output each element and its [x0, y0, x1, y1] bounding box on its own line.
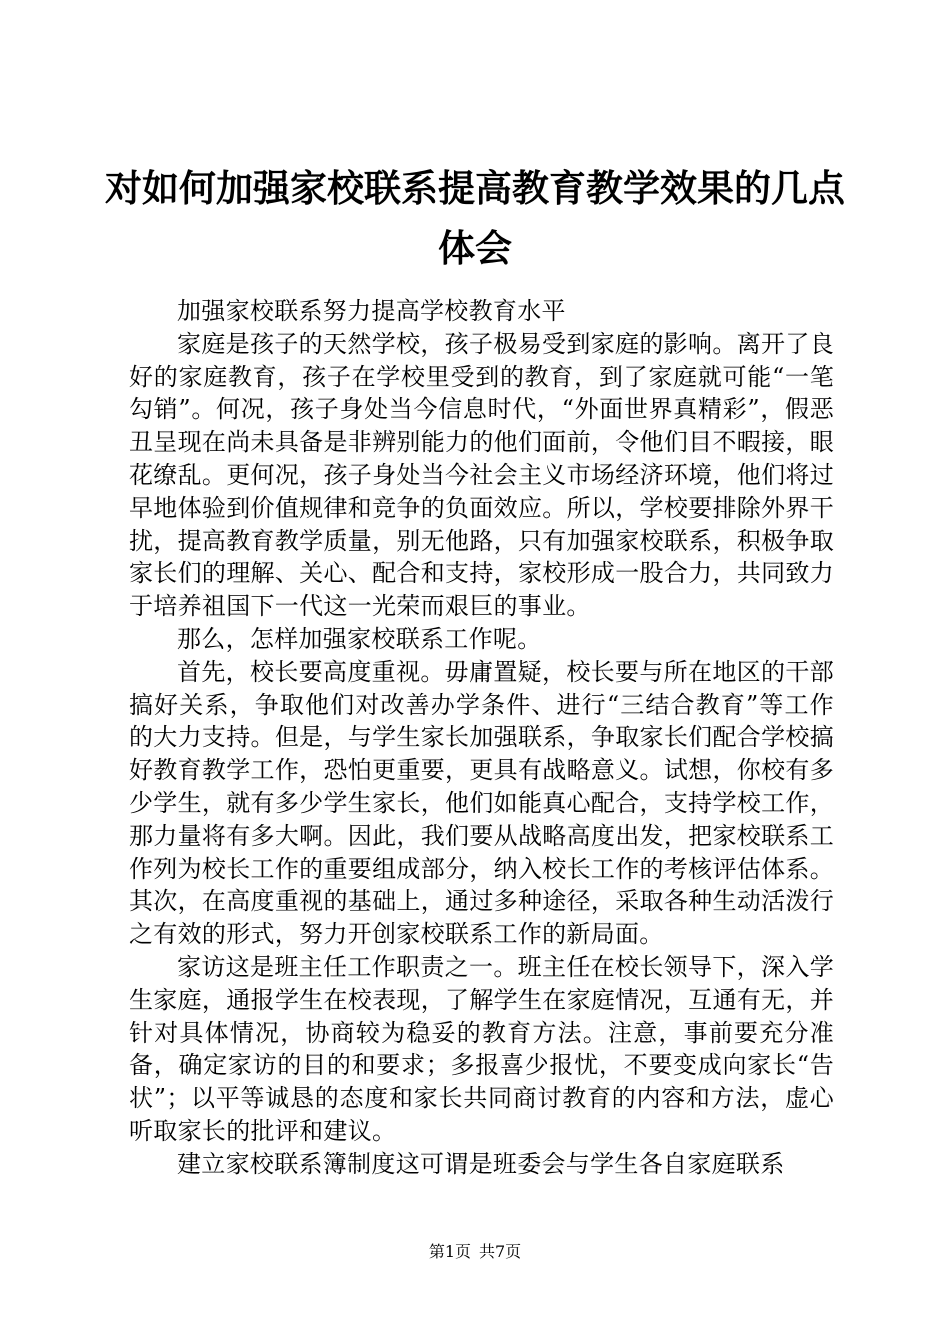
body-paragraph: 家庭是孩子的天然学校，孩子极易受到家庭的影响。离开了良好的家庭教育，孩子在学校里受到的教育，到了家庭就可能“一笔勾销”。何况，孩子身处当今信息时代，“外面世界真精彩”，假恶丑呈现在尚未具备是非辨别能力的他们面前，令他们目不暇接，眼花缭乱。更何况，孩子身处当今社会主义市场经济环境，他们将过早地体验到价值规律和竞争的负面效应。所以，学校要排除外界干扰，提高教育教学质量，别无他路，只有加强家校联系，积极争取家长们的理解、关心、配合和支持，家校形成一股合力，共同致力于培养祖国下一代这一光荣而艰巨的事业。	[129, 329, 834, 621]
body-paragraph: 家访这是班主任工作职责之一。班主任在校长领导下，深入学生家庭，通报学生在校表现，了解学生在家庭情况，互通有无，并针对具体情况，协商较为稳妥的教育方法。注意，事前要充分准备，确定家访的目的和要求；多报喜少报忧，不要变成向家长“告状”；以平等诚恳的态度和家长共同商讨教育的内容和方法，虚心听取家长的批评和建议。	[129, 952, 834, 1145]
body-paragraph: 建立家校联系簿制度这可谓是班委会与学生各自家庭联系	[177, 1149, 785, 1178]
page-footer	[0, 1241, 950, 1263]
document-body	[129, 295, 834, 1181]
page-number: 第1页	[428, 1242, 471, 1261]
document-title: 对如何加强家校联系提高教育教学效果的几点体会	[105, 166, 845, 270]
body-paragraph: 那么，怎样加强家校联系工作呢。	[177, 624, 542, 653]
subtitle-paragraph: 加强家校联系努力提高学校教育水平	[177, 297, 566, 325]
page-total: 共7页	[479, 1242, 522, 1261]
body-paragraph: 首先，校长要高度重视。毋庸置疑，校长要与所在地区的干部搞好关系，争取他们对改善办学条件、进行“三结合教育”等工作的大力支持。但是，与学生家长加强联系，争取家长们配合学校搞好教育教学工作，恐怕更重要，更具有战略意义。试想，你校有多少学生，就有多少学生家长，他们如能真心配合，支持学校工作，那力量将有多大啊。因此，我们要从战略高度出发，把家校联系工作列为校长工作的重要组成部分，纳入校长工作的考核评估体系。其次，在高度重视的基础上，通过多种途径，采取各种生动活泼行之有效的形式，努力开创家校联系工作的新局面。	[129, 657, 834, 949]
